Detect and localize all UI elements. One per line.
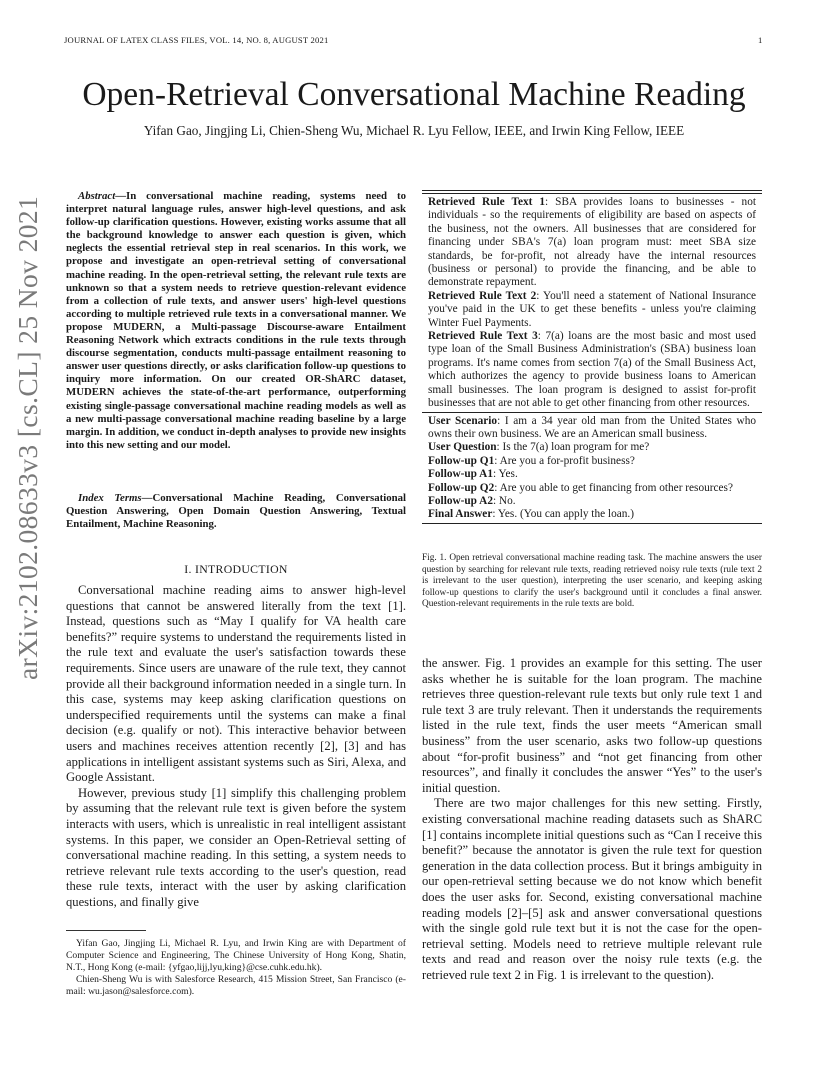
follow-up-a1-text: : Yes.: [492, 468, 518, 481]
paper-title: Open-Retrieval Conversational Machine Reading: [82, 76, 746, 113]
rule-text-2: [428, 290, 756, 330]
follow-up-a2-label: Follow-up A2: [428, 494, 493, 507]
section-heading: I. INTRODUCTION: [184, 562, 288, 576]
rule-text-3-label: Retrieved Rule Text 3: [428, 330, 538, 343]
figure-1-box: [422, 190, 762, 524]
follow-up-q2-label: Follow-up Q2: [428, 481, 495, 494]
right-column-body: [422, 656, 762, 983]
final-answer-text: : Yes. (You can apply the loan.): [492, 508, 634, 521]
footnotes: [66, 938, 406, 998]
follow-up-q1-text: : Are you a for-profit business?: [494, 454, 635, 467]
figure-top-rule: [422, 190, 762, 191]
index-terms-text: —Conversational Machine Reading, Conversational Question Answering, Open Domain Question Answering, Textual Entailment, Machine Reasoning.: [66, 492, 406, 531]
footnote-affiliation: Chien-Sheng Wu is with Salesforce Research, 415 Mission Street, San Francisco (e-mail: wu.jason@salesforce.com).: [66, 974, 406, 997]
rule-text-2-body: : You'll need a statement of National Insurance you've paid in the UK to get these benefits - unless you're claiming Winter Fuel Payments.: [428, 289, 756, 329]
figure-1-caption: Fig. 1. Open retrieval conversational machine reading task. The machine answers the user question by searching for relevant rule texts, reading retrieved noisy rule texts (rule text 2 is irrelevant to the user question), interpreting the user scenario, and keeping asking follow-up questions to clarify the user's background until it concludes a final answer. Question-relevant requirements in the rule texts are bold.: [422, 553, 762, 610]
index-terms-label: Index Terms: [78, 492, 142, 504]
follow-up-a1: [428, 468, 756, 481]
rule-text-2-label: Retrieved Rule Text 2: [428, 289, 537, 302]
retrieved-rules-section: [422, 193, 762, 413]
final-answer: [428, 508, 756, 521]
page-number: 1: [758, 35, 763, 45]
footnote-affiliation: Yifan Gao, Jingjing Li, Michael R. Lyu, and Irwin King are with Department of Computer Science and Engineering, The Chinese University of Hong Kong, Shatin, N.T., Hong Kong (e-mail: {yfgao,lijj,lyu,king}@cse.cuhk.edu.hk).: [66, 938, 406, 973]
intro-paragraph: However, previous study [1] simplify this challenging problem by assuming that the relevant rule text is given before the system interacts with users, which is unrealistic in real intelligent assistant systems. In this paper, we consider an Open-Retrieval setting of conversational machine reading. In this setting, a system needs to retrieve relevant rule texts according to the user's question, read these rule texts, interact with the user by asking clarification questions, and finally give: [66, 785, 406, 909]
rule-text-3: [428, 330, 756, 410]
dialogue-section: [422, 413, 762, 524]
abstract: [66, 190, 406, 452]
user-scenario: [428, 415, 756, 442]
follow-up-a1-label: Follow-up A1: [428, 468, 493, 481]
user-question: [428, 441, 756, 454]
footnote-divider: [66, 930, 146, 931]
abstract-text: —In conversational machine reading, systems need to interpret natural language rules, answer high-level questions, and ask follow-up clarification questions. However, existing works assume that all the background knowledge to answer each question is given, which neglects the essential retrieval step in real scenarios. In this work, we propose and investigate an open-retrieval setting of conversational machine reading. In the open-retrieval setting, the relevant rule texts are unknown so that a system needs to retrieve question-relevant evidence from a collection of rule texts, and answer users' high-level questions according to multiple retrieved rule texts in a conversational manner. We propose MUDERN, a Multi-passage Discourse-aware Entailment Reasoning Network which extracts conditions in the rule texts through discourse segmentation, conducts multi-passage entailment reasoning to answer user questions directly, or asks clarification follow-up questions to inquiry more information. On our created OR-ShARC dataset, MUDERN achieves the state-of-the-art performance, outperforming existing single-passage conversational machine reading models as well as a new multi-passage conversational machine reading baseline by a large margin. In addition, we conduct in-depth analyses to provide new insights into this new setting and our model.: [66, 190, 406, 451]
follow-up-q2-text: : Are you able to get financing from other resources?: [494, 481, 733, 494]
user-scenario-label: User Scenario: [428, 414, 498, 427]
follow-up-q1: [428, 455, 756, 468]
arxiv-identifier: arXiv:2102.08633v3 [cs.CL] 25 Nov 2021: [12, 195, 43, 680]
running-header: JOURNAL OF LATEX CLASS FILES, VOL. 14, NO. 8, AUGUST 2021: [64, 35, 329, 45]
body-paragraph: the answer. Fig. 1 provides an example for this setting. The user asks whether he is suitable for the loan program. The machine retrieves three question-relevant rule texts but only rule text 1 and rule text 3 are truly relevant. Then it understands the requirements listed in the rule text, finds the user meets “American small business” from the user scenario, asks two follow-up questions about “for-profit business” and “not get financing from other resources”, and finally it concludes the answer “Yes” to the user's initial question.: [422, 656, 762, 795]
follow-up-a2: [428, 495, 756, 508]
user-question-text: : Is the 7(a) loan program for me?: [496, 441, 650, 454]
rule-text-1: [428, 196, 756, 290]
rule-text-3-body: : 7(a) loans are the most basic and most used type loan of the Small Business Administration's (SBA) business loan programs. It's name comes from section 7(a) of the Small Business Act, which authorizes the agency to provide business loans to American small businesses. The loan program is designed to assist for-profit businesses that are not able to get other financing from other resources.: [428, 330, 756, 410]
intro-paragraph: Conversational machine reading aims to answer high-level questions that cannot be answered literally from the text [1]. Instead, questions such as “May I qualify for VA health care benefits?” require systems to understand the requirements listed in the rule text and evaluate the user's satisfaction towards these requirements. Since users are unaware of the rule text, they cannot provide all their background information needed in a single turn. In this case, systems may keep asking clarification questions on underspecified requirements until the systems can make a final decision (e.g. qualify or not). This interactive behavior between users and machines receives attention recently [2], [3] and has applications in intelligent assistant systems such as Siri, Alexa, and Google Assistant.: [66, 583, 406, 785]
abstract-label: Abstract: [78, 190, 116, 202]
rule-text-1-body: : SBA provides loans to businesses - not individuals - so the requirements of eligibility are based on aspects of the business, not the owners. All businesses that are considered for financing under SBA's 7(a) loan program must: meet SBA size standards, be for-profit, not already have the internal resources (business or personal) to provide the financing, and be able to demonstrate repayment.: [428, 196, 756, 289]
follow-up-q2: [428, 482, 756, 495]
index-terms: [66, 492, 406, 531]
user-scenario-text: : I am a 34 year old man from the United States who owns their own business. We are an American small business.: [428, 414, 756, 440]
final-answer-label: Final Answer: [428, 508, 493, 521]
rule-text-1-label: Retrieved Rule Text 1: [428, 196, 546, 208]
introduction-body: [66, 583, 406, 910]
author-list: Yifan Gao, Jingjing Li, Chien-Sheng Wu, Michael R. Lyu Fellow, IEEE, and Irwin King Fellow, IEEE: [143, 123, 685, 138]
user-question-label: User Question: [428, 441, 497, 454]
body-paragraph: There are two major challenges for this new setting. Firstly, existing conversational machine reading datasets such as ShARC [1] contains incomplete initial questions such as “Can I receive this benefit?” because the annotator is given the rule text for question generation in the data collection process. But it brings ambiguity in our open-retrieval setting because we do not know which benefit does the user asks for. Second, existing conversational machine reading models [2]–[5] ask and answer conversational questions with the single gold rule text but it is not the case for the open-retrieval setting. Models need to retrieve multiple relevant rule texts and read and reason over the noisy rule texts (e.g. the retrieved rule text 2 in Fig. 1 is irrelevant to the question).: [422, 796, 762, 982]
follow-up-a2-text: : No.: [492, 494, 516, 507]
follow-up-q1-label: Follow-up Q1: [428, 454, 495, 467]
